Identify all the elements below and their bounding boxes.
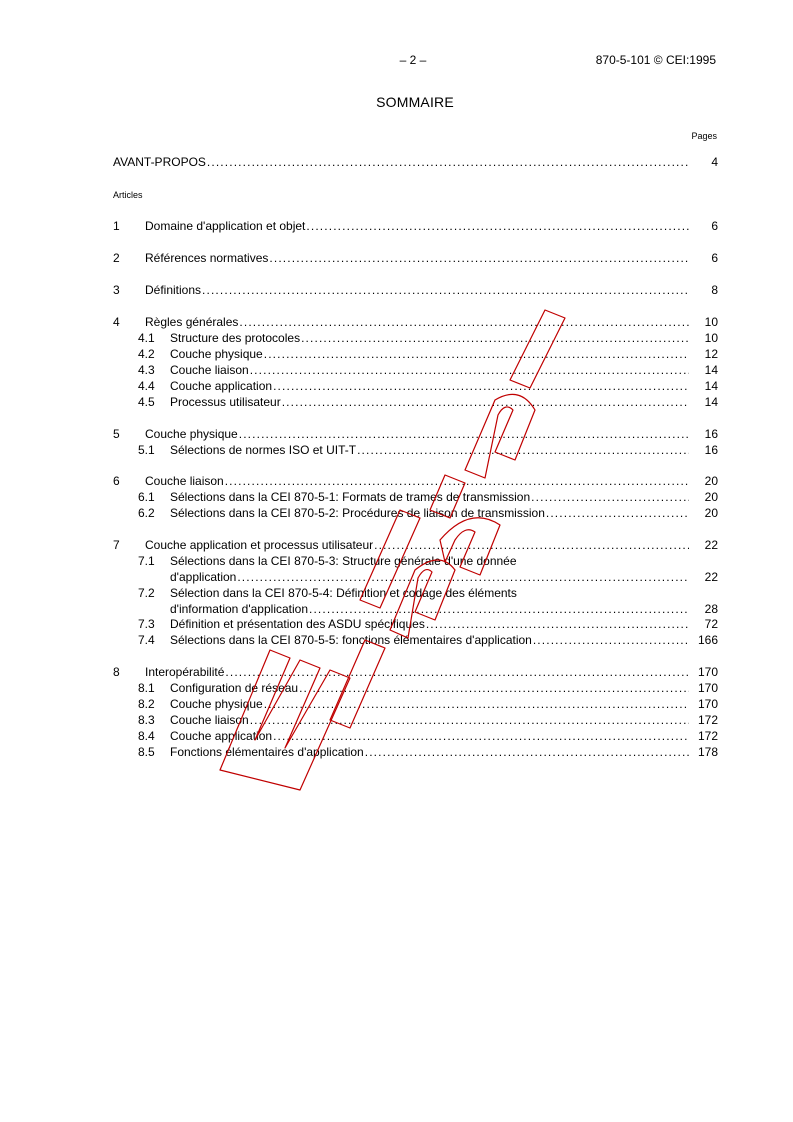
toc-entry-text: AVANT-PROPOS — [113, 155, 206, 169]
toc-entry-number: 8.4 — [138, 729, 155, 743]
toc-entry[interactable] — [113, 537, 718, 553]
document-reference: 870-5-101 © CEI:1995 — [595, 53, 716, 67]
toc-subentry[interactable] — [113, 728, 718, 744]
toc-entry-number: 7.1 — [138, 554, 155, 568]
toc-entry-page: 4 — [711, 155, 718, 169]
toc-subentry-continued[interactable] — [113, 601, 718, 617]
toc-subentry[interactable] — [113, 394, 718, 410]
toc-entry-number: 6.1 — [138, 490, 155, 504]
toc-entry-text: Règles générales — [145, 315, 239, 329]
toc-entry-page: 8 — [711, 283, 718, 297]
dot-leader — [237, 569, 689, 585]
toc-entry-text: Références normatives — [145, 251, 269, 265]
toc-entry-text: Sélections dans la CEI 870-5-2: Procédures de liaison de transmission — [170, 506, 545, 520]
toc-entry-page: 6 — [711, 219, 718, 233]
toc-entry-text: Couche liaison — [170, 713, 249, 727]
toc-entry-number: 6.2 — [138, 506, 155, 520]
toc-entry-number: 2 — [113, 251, 120, 265]
toc-subentry[interactable] — [113, 680, 718, 696]
toc-entry-page: 20 — [704, 506, 718, 520]
toc-entry-page: 172 — [697, 729, 718, 743]
dot-leader — [250, 712, 689, 728]
articles-label: Articles — [113, 190, 143, 200]
toc-entry-text: Sélections dans la CEI 870-5-1: Formats de trames de transmission — [170, 490, 531, 504]
toc-entry-page: 22 — [704, 538, 718, 552]
toc-subentry[interactable] — [113, 696, 718, 712]
toc-entry[interactable] — [113, 218, 718, 234]
toc-entry-page: 10 — [704, 331, 718, 345]
toc-entry-number: 7.3 — [138, 617, 155, 631]
toc-entry-number: 8.5 — [138, 745, 155, 759]
dot-leader — [239, 314, 689, 330]
toc-entry-text: Structure des protocoles — [170, 331, 301, 345]
toc-entry-text: Fonctions élémentaires d'application — [170, 745, 364, 759]
toc-entry-page: 28 — [704, 602, 718, 616]
toc-entry-number: 3 — [113, 283, 120, 297]
toc-entry-number — [113, 601, 170, 617]
toc-entry-text: Couche physique — [170, 697, 263, 711]
toc-entry-text: Sélections dans la CEI 870-5-3: Structure générale d'une donnée — [170, 554, 517, 568]
toc-entry-number: 8.2 — [138, 697, 155, 711]
toc-entry-number: 1 — [113, 219, 120, 233]
toc-entry-text: Couche physique — [170, 347, 263, 361]
toc-entry-number: 4.2 — [138, 347, 155, 361]
toc-entry-foreword[interactable] — [113, 154, 718, 170]
toc-subentry[interactable] — [113, 616, 718, 632]
toc-entry[interactable] — [113, 314, 718, 330]
toc-entry-number: 4.3 — [138, 363, 155, 377]
toc-subentry[interactable] — [113, 585, 718, 601]
dot-leader — [250, 362, 689, 378]
dot-leader — [306, 218, 689, 234]
toc-subentry[interactable] — [113, 378, 718, 394]
toc-entry[interactable] — [113, 473, 718, 489]
toc-subentry[interactable] — [113, 712, 718, 728]
toc-entry-text: Sélection dans la CEI 870-5-4: Définition et codage des éléments — [170, 586, 517, 600]
toc-entry-page: 20 — [704, 490, 718, 504]
toc-subentry[interactable] — [113, 632, 718, 648]
toc-entry-text: Couche application — [170, 729, 273, 743]
toc-entry-text: Couche application et processus utilisateur — [145, 538, 374, 552]
toc-entry-number: 7.4 — [138, 633, 155, 647]
toc-entry-page: 14 — [704, 363, 718, 377]
toc-entry-page: 12 — [704, 347, 718, 361]
toc-entry-text: Domaine d'application et objet — [145, 219, 306, 233]
toc-entry-number: 8 — [113, 665, 120, 679]
toc-subentry[interactable] — [113, 330, 718, 346]
toc-entry-text: d'application — [170, 570, 237, 584]
dot-leader — [301, 330, 689, 346]
toc-subentry[interactable] — [113, 362, 718, 378]
dot-leader — [374, 537, 689, 553]
toc-entry-text: Sélections de normes ISO et UIT-T — [170, 443, 357, 457]
toc-entry-number: 4.1 — [138, 331, 155, 345]
toc-entry-text: Couche physique — [145, 427, 238, 441]
toc-entry-page: 10 — [704, 315, 718, 329]
toc-entry-number: 4 — [113, 315, 120, 329]
toc-entry-text: Définition et présentation des ASDU spécifiques — [170, 617, 425, 631]
toc-entry[interactable] — [113, 426, 718, 442]
toc-entry-page: 170 — [697, 665, 718, 679]
toc-entry-number: 4.4 — [138, 379, 155, 393]
dot-leader — [426, 616, 689, 632]
page-number: – 2 – — [399, 53, 427, 67]
toc-entry-text: Définitions — [145, 283, 202, 297]
toc-entry-text: Couche liaison — [170, 363, 249, 377]
dot-leader — [273, 728, 689, 744]
toc-entry-page: 20 — [704, 474, 718, 488]
dot-leader — [264, 696, 689, 712]
toc-entry-number: 6 — [113, 474, 120, 488]
toc-entry-number: 5.1 — [138, 443, 155, 457]
toc-entry-number: 8.3 — [138, 713, 155, 727]
dot-leader — [269, 250, 689, 266]
dot-leader — [225, 473, 689, 489]
toc-entry-text: Interopérabilité — [145, 665, 225, 679]
toc-entry-number — [113, 569, 170, 585]
toc-entry-page: 14 — [704, 379, 718, 393]
page-title: SOMMAIRE — [376, 94, 454, 110]
dot-leader — [282, 394, 689, 410]
toc-entry-page: 170 — [697, 681, 718, 695]
dot-leader — [531, 489, 689, 505]
toc-subentry[interactable] — [113, 346, 718, 362]
toc-subentry[interactable] — [113, 553, 718, 569]
toc-entry-number: 4.5 — [138, 395, 155, 409]
toc-entry-text: Couche application — [170, 379, 273, 393]
toc-entry-text: d'information d'application — [170, 602, 308, 616]
toc-subentry[interactable] — [113, 442, 718, 458]
toc-entry-page: 6 — [711, 251, 718, 265]
toc-entry-page: 172 — [697, 713, 718, 727]
toc-entry-number: 7 — [113, 538, 120, 552]
dot-leader — [273, 378, 689, 394]
dot-leader — [225, 664, 689, 680]
dot-leader — [264, 346, 689, 362]
toc-subentry[interactable] — [113, 744, 718, 760]
toc-subentry[interactable] — [113, 505, 718, 521]
dot-leader — [239, 426, 689, 442]
dot-leader — [207, 154, 689, 170]
dot-leader — [309, 601, 689, 617]
toc-entry-text: Processus utilisateur — [170, 395, 281, 409]
dot-leader — [202, 282, 689, 298]
dot-leader — [365, 744, 689, 760]
toc-entry[interactable] — [113, 282, 718, 298]
toc-entry-page: 14 — [704, 395, 718, 409]
toc-entry-page: 16 — [704, 427, 718, 441]
toc-entry-page: 16 — [704, 443, 718, 457]
toc-subentry-continued[interactable] — [113, 569, 718, 585]
toc-entry[interactable] — [113, 664, 718, 680]
dot-leader — [533, 632, 689, 648]
toc-entry-page: 170 — [697, 697, 718, 711]
toc-entry-page: 178 — [697, 745, 718, 759]
dot-leader — [357, 442, 689, 458]
toc-entry[interactable] — [113, 250, 718, 266]
toc-entry-text: Configuration de réseau — [170, 681, 299, 695]
toc-entry-number: 5 — [113, 427, 120, 441]
dot-leader — [546, 505, 689, 521]
toc-entry-page: 22 — [704, 570, 718, 584]
toc-entry-page: 72 — [704, 617, 718, 631]
dot-leader — [299, 680, 689, 696]
toc-entry-number: 7.2 — [138, 586, 155, 600]
toc-entry-text: Couche liaison — [145, 474, 224, 488]
toc-entry-page: 166 — [697, 633, 718, 647]
toc-entry-text: Sélections dans la CEI 870-5-5: fonctions élémentaires d'application — [170, 633, 532, 647]
page-header — [0, 53, 793, 69]
toc-subentry[interactable] — [113, 489, 718, 505]
toc-entry-number: 8.1 — [138, 681, 155, 695]
pages-column-label: Pages — [691, 131, 717, 141]
